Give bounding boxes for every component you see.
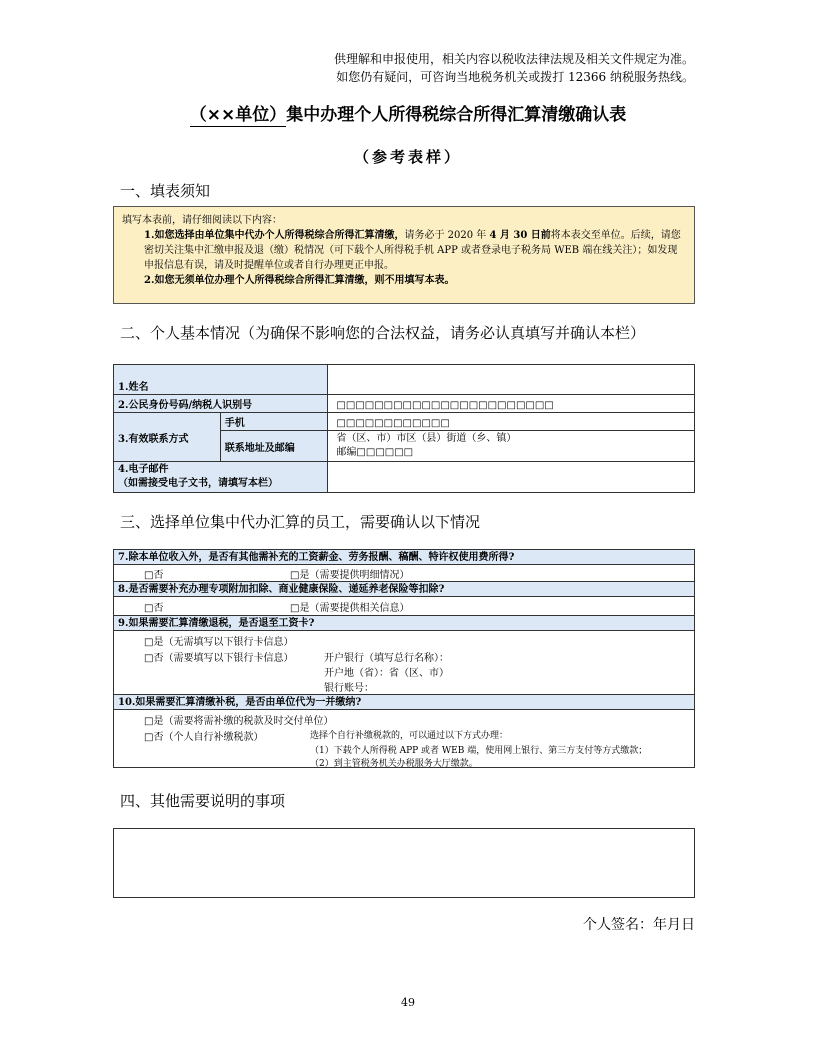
q9-no-option[interactable]: □否（需要填写以下银行卡信息）	[144, 653, 294, 664]
name-field[interactable]	[328, 365, 695, 395]
section3-heading: 三、选择单位集中代办汇算的员工，需要确认以下情况	[120, 513, 481, 531]
q9-location-label: 开户地（省）：省（区、市）	[324, 668, 449, 679]
section2-heading: 二、个人基本情况（为确保不影响您的合法权益，请务必认真填写并确认本栏）	[120, 324, 646, 342]
phone-label: 手机	[220, 413, 328, 431]
personal-info-table	[113, 364, 695, 493]
page-subtitle: （参考表样）	[353, 148, 462, 166]
title-text: 集中办理个人所得税综合所得汇算清缴确认表	[286, 105, 627, 125]
q7-yes-option[interactable]: □是（需要提供明细情况）	[290, 570, 410, 581]
phone-boxes[interactable]: □□□□□□□□□□□□	[328, 413, 695, 431]
q9-bank-label: 开户银行（填写总行名称）：	[324, 653, 449, 664]
title-unit: （××单位）	[189, 105, 287, 125]
page-number: 49	[401, 996, 415, 1009]
q9-title: 9.如果需要汇算清缴退税，是否退至工资卡?	[114, 616, 694, 631]
name-label: 1.姓名	[114, 365, 328, 395]
notice-item-2: 2.如您无须单位办理个人所得税综合所得汇算清缴，则不用填写本表。	[144, 275, 455, 286]
page-title	[0, 100, 816, 125]
email-field[interactable]	[328, 462, 695, 493]
q8-no-option[interactable]: □否	[144, 603, 164, 614]
id-boxes[interactable]: □□□□□□□□□□□□□□□□□□□□□□□	[328, 395, 695, 413]
postcode-line: 邮编□□□□□□	[336, 447, 414, 458]
q10-no-option[interactable]: □否（个人自行补缴税款）	[144, 732, 264, 743]
email-label: 4.电子邮件 （如需接受电子文书，请填写本栏）	[114, 462, 328, 493]
q10-option-2: （2）到主管税务机关办税服务大厅缴款。	[310, 759, 478, 769]
q9-options	[114, 631, 694, 695]
section1-heading: 一、填表须知	[120, 182, 211, 200]
notice-item-1: 1.如您选择由单位集中代办个人所得税综合所得汇算清缴，请务必于 2020 年 4 月 30 日前将本表交至单位。后续，请您密切关注集中汇缴申报及退（缴）税情况（可下载个人所得税手机 APP 或者登录电子税务局 WEB 端在线关注）；如发现申报信息有误，请及时提醒单位或者自行办理更正申报。	[144, 230, 681, 271]
header-note-line-1: 供理解和申报使用，相关内容以税收法律法规及相关文件规定为准。	[333, 52, 694, 66]
address-field[interactable]	[328, 431, 695, 462]
q8-title: 8.是否需要补充办理专项附加扣除、商业健康保险、递延养老保险等扣除?	[114, 582, 694, 597]
q10-yes-option[interactable]: □是（需要将需补缴的税款及时交付单位）	[144, 716, 334, 727]
section4-heading: 四、其他需要说明的事项	[120, 792, 286, 810]
q9-account-label: 银行账号：	[324, 683, 374, 694]
other-matters-field[interactable]	[113, 828, 695, 898]
signature-line: 个人签名：年月日	[583, 917, 695, 933]
q10-option-1: （1）下载个人所得税 APP 或者 WEB 端，使用网上银行、第三方支付等方式缴款；	[310, 746, 648, 756]
notice-box	[113, 206, 695, 304]
q8-yes-option[interactable]: □是（需要提供相关信息）	[290, 603, 410, 614]
q7-options	[114, 565, 694, 582]
contact-label: 3.有效联系方式	[114, 413, 221, 462]
q10-method-text: 选择个自行补缴税款的，可以通过以下方式办理：	[310, 731, 509, 741]
q7-title: 7.除本单位收入外，是否有其他需补充的工资薪金、劳务报酬、稿酬、特许权使用费所得?	[114, 550, 694, 565]
confirmation-table	[113, 549, 695, 768]
q10-options	[114, 710, 694, 767]
notice-intro: 填写本表前，请仔细阅读以下内容：	[122, 215, 282, 226]
header-note-line-2: 如您仍有疑问，可咨询当地税务机关或拨打 12366 纳税服务热线。	[336, 70, 694, 84]
address-label: 联系地址及邮编	[220, 431, 328, 462]
id-label: 2.公民身份号码/纳税人识别号	[114, 395, 328, 413]
q7-no-option[interactable]: □否	[144, 570, 164, 581]
address-line: 省（区、市）市区（县）街道（乡、镇）	[336, 433, 517, 444]
q9-yes-option[interactable]: □是（无需填写以下银行卡信息）	[144, 637, 294, 648]
q10-title: 10.如果需要汇算清缴补税，是否由单位代为一并缴纳?	[114, 695, 694, 710]
q8-options	[114, 597, 694, 616]
